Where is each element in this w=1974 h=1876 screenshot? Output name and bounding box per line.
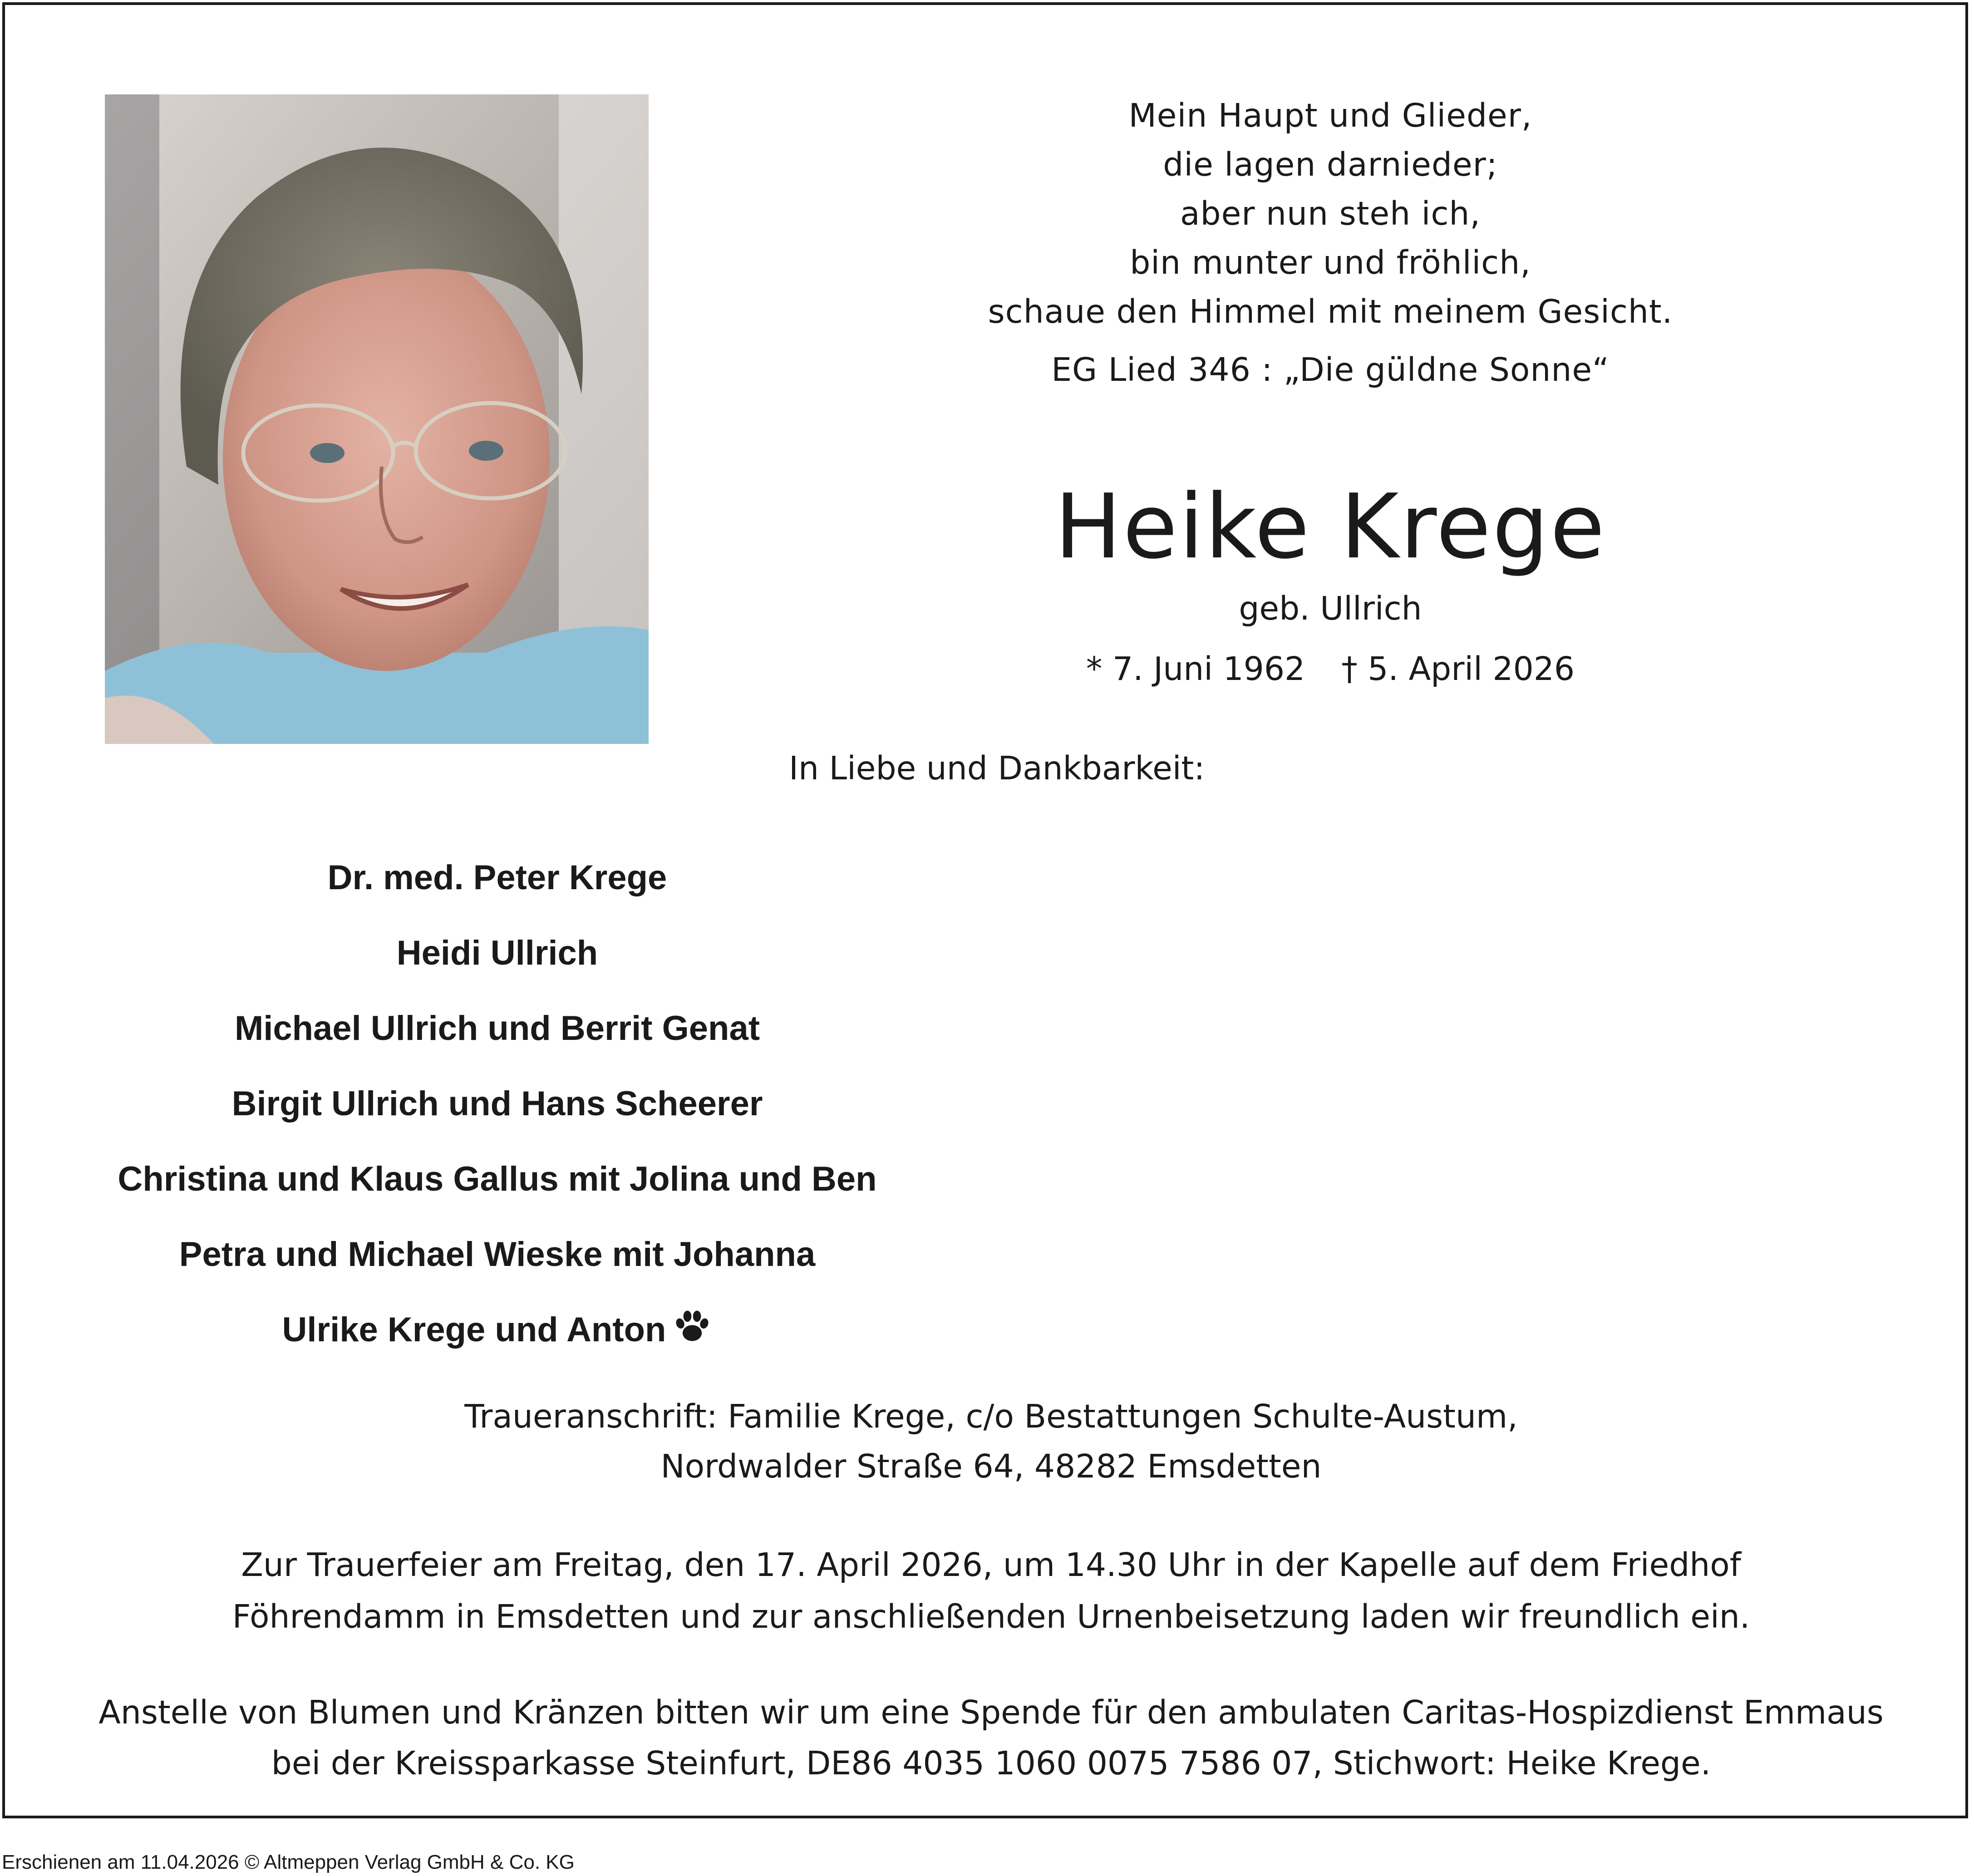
mourner-entry: Ulrike Krege und Anton xyxy=(282,1310,666,1349)
donation-line: bei der Kreissparkasse Steinfurt, DE86 4035 1060 0075 7586 07, Stichwort: Heike Krege. xyxy=(271,1744,1711,1782)
address-line: Traueranschrift: Familie Krege, c/o Bestattungen Schulte-Austum, xyxy=(464,1398,1518,1435)
address-line: Nordwalder Straße 64, 48282 Emsdetten xyxy=(660,1448,1322,1485)
mourner-entry: Christina und Klaus Gallus mit Jolina und Ben xyxy=(118,1160,877,1198)
donation-line: Anstelle von Blumen und Kränzen bitten wir um eine Spende für den ambulaten Caritas-Hospizdienst Emmaus xyxy=(98,1694,1884,1731)
obituary-card xyxy=(2,2,1968,1818)
publication-footer: Erschienen am 11.04.2026 © Altmeppen Verlag GmbH & Co. KG xyxy=(2,1851,575,1873)
poem-line: aber nun steh ich, xyxy=(1180,195,1481,232)
mourner-entry-last xyxy=(0,1292,1484,1368)
poem-line: schaue den Himmel mit meinem Gesicht. xyxy=(988,293,1673,330)
mourner-entry: Petra und Michael Wieske mit Johanna xyxy=(179,1235,816,1274)
life-dates xyxy=(895,646,1766,692)
condolence-address xyxy=(5,1392,1974,1492)
poem-source: EG Lied 346 : „Die güldne Sonne“ xyxy=(1051,351,1610,389)
mourner-entry: Dr. med. Peter Krege xyxy=(327,858,667,897)
birth-date: * 7. Juni 1962 xyxy=(1086,650,1305,688)
donation-info xyxy=(5,1687,1974,1789)
portrait-photo xyxy=(105,94,649,744)
ceremony-line: Zur Trauerfeier am Freitag, den 17. April 2026, um 14.30 Uhr in der Kapelle auf dem Friedhof xyxy=(241,1546,1741,1584)
mourner-entry: Heidi Ullrich xyxy=(396,934,598,972)
dedication-intro: In Liebe und Dankbarkeit: xyxy=(789,749,1205,787)
deceased-name: Heike Krege xyxy=(1054,475,1606,579)
ceremony-info xyxy=(5,1539,1974,1643)
poem xyxy=(895,91,1766,394)
poem-line: Mein Haupt und Glieder, xyxy=(1128,97,1532,134)
paw-icon xyxy=(672,1306,712,1346)
mourners-list xyxy=(5,840,1974,1368)
portrait-image xyxy=(105,94,649,744)
mourner-entry: Birgit Ullrich und Hans Scheerer xyxy=(231,1084,763,1123)
death-date: † 5. April 2026 xyxy=(1341,650,1575,688)
ceremony-line: Föhrendamm in Emsdetten und zur anschließenden Urnenbeisetzung laden wir freundlich ein. xyxy=(232,1598,1750,1635)
mourner-entry: Michael Ullrich und Berrit Genat xyxy=(234,1009,760,1048)
maiden-name: geb. Ullrich xyxy=(1239,590,1422,627)
poem-line: bin munter und fröhlich, xyxy=(1130,244,1531,281)
poem-line: die lagen darnieder; xyxy=(1163,146,1498,183)
